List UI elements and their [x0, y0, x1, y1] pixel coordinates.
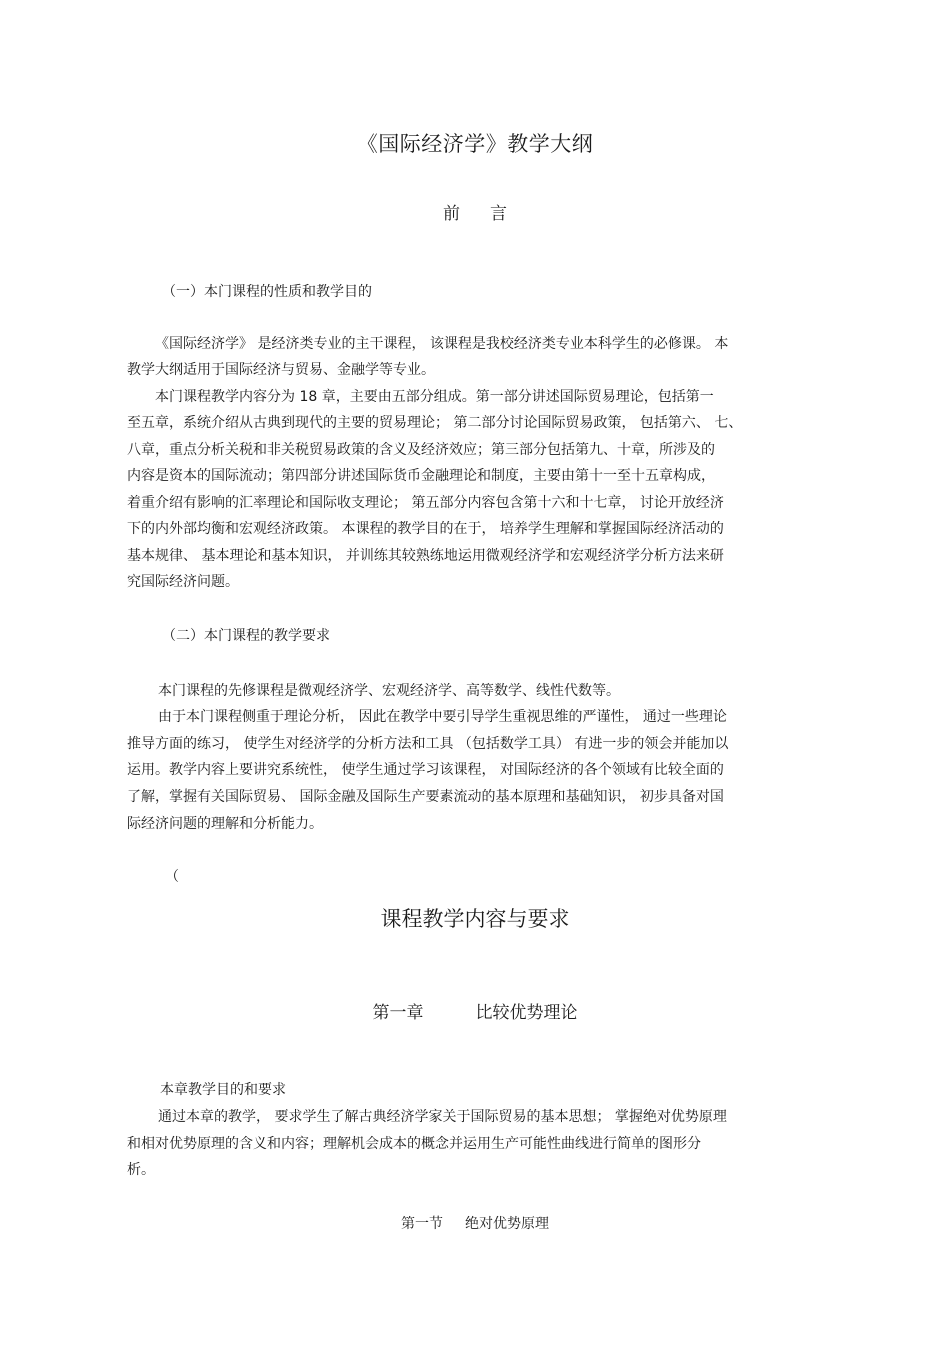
- section-title: 绝对优势原理: [465, 1216, 549, 1232]
- paragraph-line: 由于本门课程侧重于理论分析， 因此在教学中要引导学生重视思维的严谨性， 通过一些理论: [158, 709, 727, 725]
- paragraph-line: 际经济问题的理解和分析能力。: [127, 816, 323, 832]
- paragraph-line: 下的内外部均衡和宏观经济政策。 本课程的教学目的在于， 培养学生理解和掌握国际经济活动的: [127, 521, 724, 537]
- paragraph-line: 内容是资本的国际流动；第四部分讲述国际货币金融理论和制度，主要由第十一至十五章构成，: [127, 468, 715, 484]
- paragraph-line: 推导方面的练习， 使学生对经济学的分析方法和工具 （包括数学工具） 有进一步的领会并能加以: [127, 736, 729, 752]
- paragraph-line: 《国际经济学》 是经济类专业的主干课程， 该课程是我校经济类专业本科学生的必修课。 本: [155, 336, 729, 352]
- paragraph-line: 究国际经济问题。: [127, 574, 239, 590]
- section-number: 第一节: [401, 1216, 443, 1232]
- paragraph-line: 析。: [127, 1162, 155, 1178]
- chapter-heading: [0, 998, 950, 1023]
- paragraph-line: 基本规律、 基本理论和基本知识， 并训练其较熟练地运用微观经济学和宏观经济学分析方法来研: [127, 548, 724, 564]
- paragraph-line: 和相对优势原理的含义和内容；理解机会成本的概念并运用生产可能性曲线进行简单的图形分: [127, 1136, 701, 1152]
- paragraph-line: 八章，重点分析关税和非关税贸易政策的含义及经济效应；第三部分包括第九、十章，所涉及的: [127, 442, 715, 458]
- document-title: 《国际经济学》教学大纲: [356, 132, 594, 156]
- preface-heading: [0, 199, 950, 224]
- chapter-goals-heading: 本章教学目的和要求: [160, 1082, 286, 1098]
- paragraph-line: 着重介绍有影响的汇率理论和国际收支理论； 第五部分内容包含第十六和十七章， 讨论开放经济: [127, 495, 724, 511]
- paragraph-line: 本门课程教学内容分为 18 章，主要由五部分组成。第一部分讲述国际贸易理论，包括第一: [155, 389, 714, 405]
- paragraph-line: 教学大纲适用于国际经济与贸易、金融学等专业。: [127, 362, 435, 378]
- chapter-title: 比较优势理论: [475, 1003, 578, 1023]
- paragraph-line: 至五章，系统介绍从古典到现代的主要的贸易理论； 第二部分讨论国际贸易政策， 包括第六、 七、: [127, 415, 743, 431]
- chapter-number: 第一章: [372, 1003, 424, 1023]
- paragraph-line: 本门课程的先修课程是微观经济学、宏观经济学、高等数学、线性代数等。: [158, 683, 620, 699]
- stray-parenthesis: （: [165, 869, 179, 885]
- preface-heading-part2: 言: [490, 204, 507, 224]
- section-heading-nature: （一）本门课程的性质和教学目的: [162, 284, 372, 300]
- course-content-title: 课程教学内容与要求: [380, 907, 570, 931]
- paragraph-line: 运用。教学内容上要讲究系统性， 使学生通过学习该课程， 对国际经济的各个领域有比较全面的: [127, 762, 724, 778]
- section-heading-requirements: （二）本门课程的教学要求: [162, 628, 330, 644]
- paragraph-line: 通过本章的教学， 要求学生了解古典经济学家关于国际贸易的基本思想； 掌握绝对优势原理: [158, 1109, 727, 1125]
- preface-heading-part1: 前: [443, 204, 460, 224]
- paragraph-line: 了解，掌握有关国际贸易、 国际金融及国际生产要素流动的基本原理和基础知识， 初步具备对国: [127, 789, 724, 805]
- section-heading: [0, 1213, 950, 1233]
